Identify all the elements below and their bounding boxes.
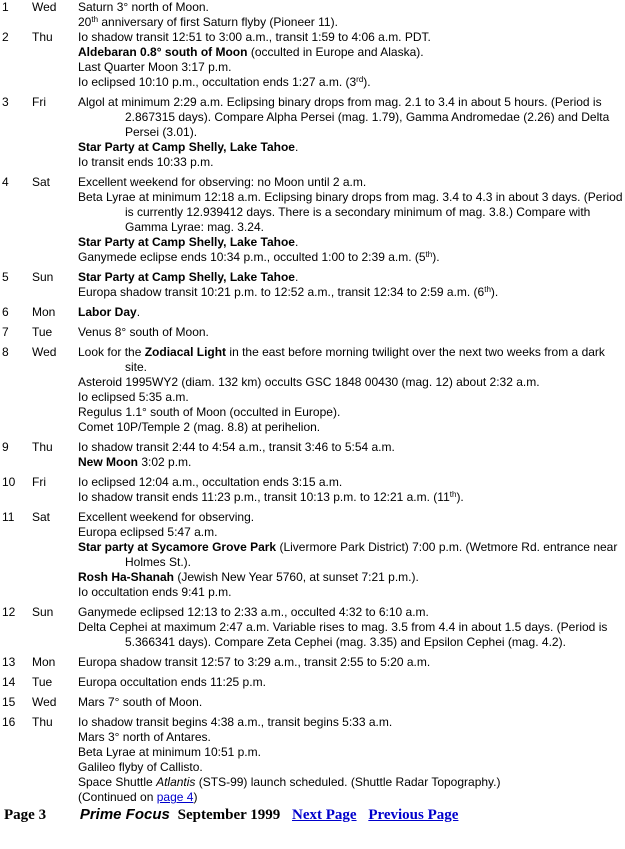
day-number: 7: [2, 325, 9, 339]
day-row: [0, 695, 625, 710]
event-entry: [78, 570, 625, 585]
event-entry: [78, 235, 625, 250]
event-text: (occulted in Europe and Alaska).: [247, 45, 424, 59]
weekday: Thu: [32, 30, 53, 44]
event-text: Galileo flyby of Callisto.: [78, 760, 203, 774]
event-text: 3:02 p.m.: [138, 455, 192, 469]
event-entry: [78, 250, 625, 265]
day-number: 16: [2, 715, 16, 729]
page-footer: [4, 806, 619, 824]
day-row: [0, 510, 625, 600]
weekday: Wed: [32, 695, 57, 709]
event-entry: [78, 490, 625, 505]
event-text: Europa shadow transit 10:21 p.m. to 12:52 a.m., transit 12:34 to 2:59 a.m. (6: [78, 285, 485, 299]
day-row: [0, 175, 625, 265]
event-text: Io transit ends 10:33 p.m.: [78, 155, 214, 169]
event-text: Saturn 3° north of Moon.: [78, 0, 209, 14]
event-text: (Jewish New Year 5760, at sunset 7:21 p.m.).: [174, 570, 419, 584]
event-text: ).: [456, 490, 464, 504]
day-number: 9: [2, 440, 9, 454]
weekday: Sun: [32, 605, 54, 619]
highlighted-event: Star Party at Camp Shelly, Lake Tahoe: [78, 140, 295, 154]
event-text: Europa shadow transit 12:57 to 3:29 a.m., transit 2:55 to 5:20 a.m.: [78, 655, 431, 669]
event-text: Io shadow transit ends 11:23 p.m., transit 10:13 p.m. to 12:21 a.m. (11: [78, 490, 450, 504]
event-entry: [78, 95, 625, 140]
event-text: Europa eclipsed 5:47 a.m.: [78, 525, 218, 539]
day-number: 11: [2, 510, 15, 524]
ordinal-suffix: th: [91, 15, 99, 24]
event-text: .: [294, 140, 299, 154]
event-text: Io shadow transit 2:44 to 4:54 a.m., transit 3:46 to 5:54 a.m.: [78, 440, 395, 454]
day-number: 1: [2, 0, 9, 14]
day-number: 12: [2, 605, 16, 619]
event-text: Comet 10P/Temple 2 (mag. 8.8) at perihelion.: [78, 420, 321, 434]
weekday: Sun: [32, 270, 54, 284]
event-entry: [78, 475, 625, 490]
event-text: Venus 8° south of Moon.: [78, 325, 209, 339]
event-entry: [78, 605, 625, 620]
event-text: Space Shuttle: [78, 775, 157, 789]
highlighted-event: Star Party at Camp Shelly, Lake Tahoe: [78, 235, 295, 249]
day-number: 3: [2, 95, 9, 109]
day-row: [0, 325, 625, 340]
weekday: Tue: [32, 675, 53, 689]
day-row: [0, 345, 625, 435]
event-entry: [78, 45, 625, 60]
ordinal-suffix: th: [484, 285, 491, 294]
event-text: Ganymede eclipsed 12:13 to 2:33 a.m., occulted 4:32 to 6:10 a.m.: [78, 605, 429, 619]
highlighted-event: Labor Day: [78, 305, 137, 319]
event-text: (STS-99) launch scheduled. (Shuttle Radar Topography.): [195, 775, 501, 789]
event-entry: [78, 730, 625, 745]
weekday: Thu: [32, 715, 53, 729]
event-entry: [78, 305, 625, 320]
day-row: [0, 270, 625, 300]
weekday: Mon: [32, 655, 56, 669]
highlighted-event: Zodiacal Light: [144, 345, 227, 359]
event-entry: [78, 190, 625, 235]
day-number: 6: [2, 305, 9, 319]
day-row: [0, 475, 625, 505]
highlighted-event: New Moon: [78, 455, 138, 469]
ordinal-suffix: th: [449, 490, 457, 499]
event-text: Io shadow transit begins 4:38 a.m., transit begins 5:33 a.m.: [78, 715, 393, 729]
event-entry: [78, 760, 625, 775]
weekday: Wed: [32, 0, 57, 14]
day-row: [0, 95, 625, 170]
event-text: Mars 3° north of Antares.: [78, 730, 211, 744]
weekday: Fri: [32, 475, 46, 489]
event-text: Mars 7° south of Moon.: [78, 695, 203, 709]
event-entry: [78, 345, 625, 375]
event-entry: [78, 0, 625, 15]
event-entry: [78, 745, 625, 760]
event-text: Io occultation ends 9:41 p.m.: [78, 585, 232, 599]
event-entry: [78, 390, 625, 405]
weekday: Sat: [32, 175, 51, 189]
event-entry: [78, 525, 625, 540]
event-entry: [78, 75, 625, 90]
highlighted-event: Aldebaran 0.8° south of Moon: [78, 45, 248, 59]
ordinal-suffix: rd: [356, 75, 364, 84]
event-text: in the east before morning twilight over the next two weeks from a dark site.: [125, 345, 605, 374]
weekday: Tue: [32, 325, 53, 339]
issue-date: September 1999: [177, 807, 281, 823]
event-text: ).: [490, 285, 499, 299]
event-entry: [78, 140, 625, 155]
event-text: anniversary of first Saturn flyby (Pioneer 11).: [98, 15, 338, 29]
event-text: Regulus 1.1° south of Moon (occulted in Europe).: [78, 405, 341, 419]
highlighted-event: Star party at Sycamore Grove Park: [78, 540, 277, 554]
day-number: 8: [2, 345, 9, 359]
day-number: 15: [2, 695, 16, 709]
day-row: [0, 305, 625, 320]
event-text: Delta Cephei at maximum 2:47 a.m. Variable rises to mag. 3.5 from 4.4 in about 1.5 days. (Period is 5.366341 days). Compare Zeta Cephei (mag. 3.35) and Epsilon Cephei (mag. 4.2).: [78, 620, 608, 649]
event-entry: [78, 675, 625, 690]
continued-page-link[interactable]: page 4: [156, 790, 194, 804]
day-row: [0, 0, 625, 30]
event-entry: [78, 440, 625, 455]
event-text: Io eclipsed 12:04 a.m., occultation ends 3:15 a.m.: [78, 475, 343, 489]
event-text: Excellent weekend for observing: no Moon until 2 a.m.: [78, 175, 367, 189]
event-text: Europa occultation ends 11:25 p.m.: [78, 675, 266, 689]
publication-title: Prime Focus: [79, 806, 170, 823]
day-row: [0, 605, 625, 650]
event-text: ).: [363, 75, 371, 89]
previous-page-link[interactable]: Previous Page: [368, 807, 459, 823]
event-entry: [78, 540, 625, 570]
event-text: ): [193, 790, 198, 804]
day-row: [0, 440, 625, 470]
event-entry: [78, 325, 625, 340]
page-number: Page 3: [4, 807, 47, 823]
event-entry: [78, 790, 625, 805]
weekday: Fri: [32, 95, 46, 109]
event-entry: [78, 510, 625, 525]
weekday: Thu: [32, 440, 53, 454]
event-entry: [78, 585, 625, 600]
event-text: .: [136, 305, 141, 319]
event-entry: [78, 655, 625, 670]
day-row: [0, 675, 625, 690]
event-text: Asteroid 1995WY2 (diam. 132 km) occults GSC 1848 00430 (mag. 12) about 2:32 a.m.: [78, 375, 540, 389]
event-text: Last Quarter Moon 3:17 p.m.: [78, 60, 232, 74]
ordinal-suffix: th: [425, 250, 433, 259]
event-text: Ganymede eclipse ends 10:34 p.m., occulted 1:00 to 2:39 a.m. (5: [78, 250, 426, 264]
event-text: ).: [432, 250, 440, 264]
weekday: Mon: [32, 305, 56, 319]
event-entry: [78, 620, 625, 650]
event-entry: [78, 405, 625, 420]
next-page-link[interactable]: Next Page: [292, 807, 357, 823]
event-entry: [78, 715, 625, 730]
weekday: Sat: [32, 510, 51, 524]
event-entry: [78, 285, 625, 300]
day-number: 13: [2, 655, 16, 669]
event-entry: [78, 175, 625, 190]
highlighted-event: Rosh Ha-Shanah: [78, 570, 175, 584]
day-number: 5: [2, 270, 9, 284]
event-text: Excellent weekend for observing.: [78, 510, 255, 524]
day-number: 2: [2, 30, 9, 44]
event-text: Io eclipsed 10:10 p.m., occultation ends 1:27 a.m. (3: [78, 75, 357, 89]
day-row: [0, 715, 625, 805]
event-text: Io shadow transit 12:51 to 3:00 a.m., transit 1:59 to 4:06 a.m. PDT.: [78, 30, 431, 44]
event-text: (Livermore Park District) 7:00 p.m. (Wetmore Rd. entrance near Holmes St.).: [125, 540, 618, 569]
event-entry: [78, 155, 625, 170]
weekday: Wed: [32, 345, 57, 359]
event-text: .: [294, 235, 299, 249]
day-number: 14: [2, 675, 16, 689]
event-entry: [78, 695, 625, 710]
event-entry: [78, 60, 625, 75]
event-entry: [78, 375, 625, 390]
event-entry: [78, 775, 625, 790]
day-number: 4: [2, 175, 9, 189]
event-text: Io eclipsed 5:35 a.m.: [78, 390, 189, 404]
event-text: 20: [78, 15, 92, 29]
event-entry: [78, 15, 625, 30]
event-entry: [78, 270, 625, 285]
highlighted-event: Star Party at Camp Shelly, Lake Tahoe: [78, 270, 295, 284]
event-entry: [78, 30, 625, 45]
event-text: Algol at minimum 2:29 a.m. Eclipsing binary drops from mag. 2.1 to 3.4 in about 5 hours. (Period is 2.867315 days). Compare Alpha Persei (mag. 1.79), Gamma Andromedae (2.26) and Delta Persei (3.01).: [78, 95, 610, 139]
day-number: 10: [2, 475, 16, 489]
italic-text: Atlantis: [156, 775, 196, 789]
event-text: Beta Lyrae at minimum 12:18 a.m. Eclipsing binary drops from mag. 3.4 to 4.3 in about 3 days. (Period is currently 12.939412 days. There is a secondary minimum of mag. 3.8.) Compare with Gamma Lyrae: mag. 3.24.: [78, 190, 623, 234]
event-text: Beta Lyrae at minimum 10:51 p.m.: [78, 745, 261, 759]
event-entry: [78, 420, 625, 435]
event-text: .: [294, 270, 299, 284]
day-row: [0, 30, 625, 90]
event-entry: [78, 455, 625, 470]
event-text: (Continued on: [78, 790, 157, 804]
day-row: [0, 655, 625, 670]
event-text: Look for the: [78, 345, 145, 359]
